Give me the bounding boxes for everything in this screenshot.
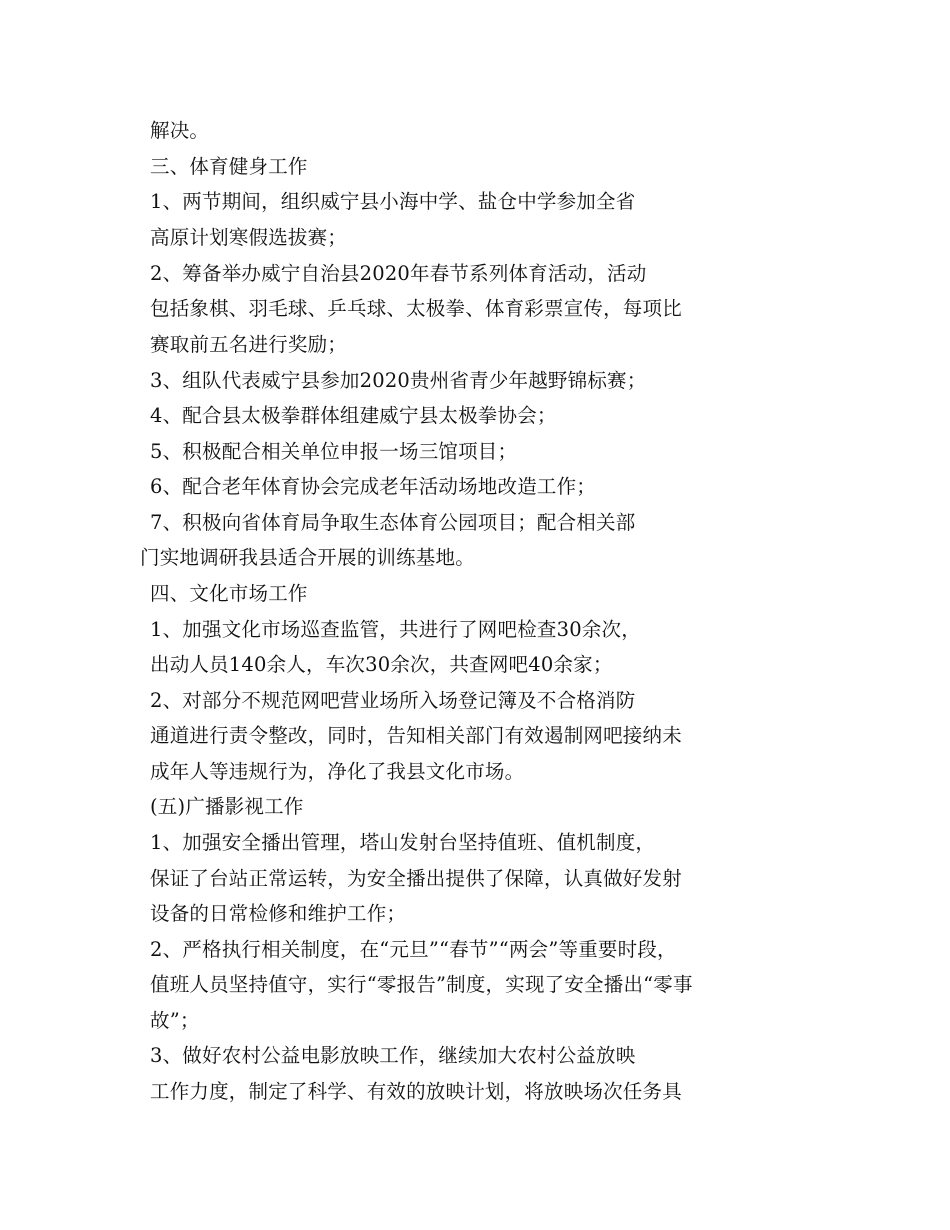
list-item: 4、配合县太极拳群体组建威宁县太极拳协会；: [150, 404, 557, 427]
text-line: 成年人等违规行为，净化了我县文化市场。: [150, 760, 525, 783]
text-line: 解决。: [150, 119, 210, 142]
text-line: 出动人员140余人，车次30余次，共查网吧40余家；: [150, 653, 613, 676]
list-item: 2、对部分不规范网吧营业场所入场登记簿及不合格消防: [150, 689, 636, 712]
list-item: 2、严格执行相关制度，在“元旦”“春节”“两会”等重要时段，: [150, 938, 677, 961]
list-item: 1、加强文化市场巡查监管，共进行了网吧检查30余次，: [150, 618, 641, 641]
list-item: 3、做好农村公益电影放映工作，继续加大农村公益放映: [150, 1044, 636, 1067]
text-line: 赛取前五名进行奖励；: [150, 333, 348, 356]
list-item: 2、筹备举办威宁自治县2020年春节系列体育活动，活动: [150, 262, 647, 285]
section-heading: 四、文化市场工作: [150, 582, 308, 605]
list-item: 5、积极配合相关单位申报一场三馆项目；: [150, 440, 518, 463]
list-item: 1、加强安全播出管理，塔山发射台坚持值班、值机制度，: [150, 831, 656, 854]
section-heading: 三、体育健身工作: [150, 155, 308, 178]
list-item: 3、组队代表威宁县参加2020贵州省青少年越野锦标赛；: [150, 369, 647, 392]
section-heading: (五)广播影视工作: [150, 795, 304, 818]
text-line: 通道进行责令整改，同时，告知相关部门有效遏制网吧接纳未: [150, 724, 682, 747]
text-line: 故”；: [150, 1009, 200, 1032]
text-line: 值班人员坚持值守，实行“零报告”制度，实现了安全播出“零事: [150, 973, 693, 996]
text-line: 包括象棋、羽毛球、乒乓球、太极拳、体育彩票宣传，每项比: [150, 297, 682, 320]
text-line: 门实地调研我县适合开展的训练基地。: [140, 546, 475, 569]
text-line: 工作力度，制定了科学、有效的放映计划，将放映场次任务具: [150, 1080, 682, 1103]
text-line: 高原计划寒假选拔赛；: [150, 226, 348, 249]
list-item: 1、两节期间，组织威宁县小海中学、盐仓中学参加全省: [150, 190, 636, 213]
text-line: 设备的日常检修和维护工作；: [150, 902, 407, 925]
list-item: 6、配合老年体育协会完成老年活动场地改造工作；: [150, 475, 597, 498]
text-line: 保证了台站正常运转，为安全播出提供了保障，认真做好发射: [150, 867, 682, 890]
list-item: 7、积极向省体育局争取生态体育公园项目；配合相关部: [150, 511, 636, 534]
